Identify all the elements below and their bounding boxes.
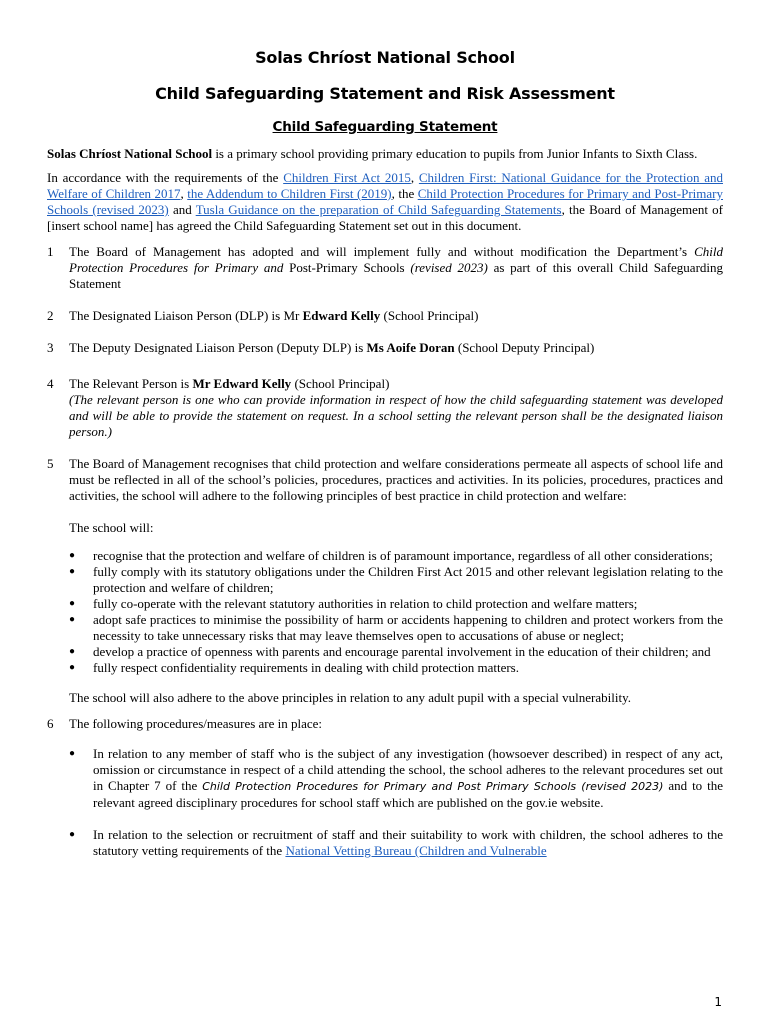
bullet-icon: ● xyxy=(69,829,76,840)
item-2-part-a: The Designated Liaison Person (DLP) is Mr xyxy=(69,308,303,323)
page-number: 1 xyxy=(714,995,722,1009)
item-1-part-d: (revised 2023) xyxy=(410,260,488,275)
item-2-part-b: (School Principal) xyxy=(380,308,479,323)
item-number: 6 xyxy=(47,716,54,731)
accordance-paragraph xyxy=(47,170,723,234)
measure-1-procedures-title: Child Protection Procedures for Primary and Post Primary Schools (revised 2023) xyxy=(202,780,664,793)
link-children-first-act[interactable]: Children First Act 2015 xyxy=(283,170,411,185)
document-title: Child Safeguarding Statement and Risk Assessment xyxy=(155,84,615,103)
link-tusla-guidance[interactable]: Tusla Guidance on the preparation of Child Safeguarding Statements xyxy=(195,202,562,217)
accordance-sep3: , the xyxy=(391,186,418,201)
bullet-icon: ● xyxy=(69,566,76,577)
list-item-5 xyxy=(47,456,723,706)
list-item-1 xyxy=(47,244,723,292)
item-1-text xyxy=(69,244,723,292)
item-number: 2 xyxy=(47,308,54,323)
item-4-part-a: The Relevant Person is xyxy=(69,376,193,391)
measure-1-part-a: In relation to any member of staff who is the subject of any investigation (howsoever described) in respect of any act, omission or circumstance in respect of a child attending the school, the school adheres to the relevant procedures set out in Chapter 7 of the xyxy=(93,746,723,793)
accordance-sep2: , xyxy=(180,186,188,201)
bullet-icon: ● xyxy=(69,646,76,657)
list-item xyxy=(47,548,723,564)
item-3-text xyxy=(69,340,723,356)
item-1-part-c: Post-Primary Schools xyxy=(283,260,411,275)
bullet-text: fully co-operate with the relevant statutory authorities in relation to child protection and welfare matters; xyxy=(93,596,638,611)
bullet-text: fully respect confidentiality requirements in dealing with child protection matters. xyxy=(93,660,519,675)
list-item xyxy=(47,564,723,596)
list-item xyxy=(47,612,723,644)
accordance-sep4: and xyxy=(168,202,196,217)
list-item xyxy=(47,660,723,676)
list-item-2 xyxy=(47,308,723,324)
accordance-suffix: , the Board of Management of [insert school name] has agreed the Child Safeguarding Statement set out in this document. xyxy=(47,202,723,233)
item-1-part-b: Child Protection Procedures for Primary and xyxy=(69,244,723,275)
list-item-4 xyxy=(47,376,723,440)
measure-1-part-b: and to the relevant agreed disciplinary procedures for school staff which are published on the gov.ie website. xyxy=(93,778,724,810)
relevant-person-name: Mr Edward Kelly xyxy=(192,376,292,391)
list-item xyxy=(47,596,723,612)
bullet-icon: ● xyxy=(69,662,76,673)
bullet-text: fully comply with its statutory obligations under the Children First Act 2015 and other relevant legislation relating to the protection and welfare of children; xyxy=(93,564,723,595)
item-number: 5 xyxy=(47,456,54,471)
accordance-prefix: In accordance with the requirements of the xyxy=(47,170,284,185)
bullet-text xyxy=(93,746,723,811)
deputy-dlp-name: Ms Aoife Doran xyxy=(366,340,455,355)
item-6-text: The following procedures/measures are in place: xyxy=(69,716,323,731)
principles-list xyxy=(47,548,723,676)
list-item-6 xyxy=(47,716,723,859)
bullet-text: recognise that the protection and welfare of children is of paramount importance, regardless of all other considerations; xyxy=(93,548,713,563)
item-3-part-b: (School Deputy Principal) xyxy=(454,340,595,355)
school-will-label: The school will: xyxy=(69,520,154,535)
bullet-text: develop a practice of openness with parents and encourage parental involvement in the education of their children; and xyxy=(93,644,711,659)
intro-text: is a primary school providing primary education to pupils from Junior Infants to Sixth Class. xyxy=(212,146,698,161)
measure-2-part-a: In relation to the selection or recruitment of staff and their suitability to work with children, the school adheres to the statutory vetting requirements of the xyxy=(93,827,723,858)
item-4-part-b: (School Principal) xyxy=(291,376,390,391)
bullet-icon: ● xyxy=(69,748,76,759)
link-national-guidance[interactable]: Children First: National Guidance for the Protection and Welfare of Children 2017 xyxy=(47,170,723,201)
bullet-icon: ● xyxy=(69,550,76,561)
section-heading: Child Safeguarding Statement xyxy=(272,119,498,135)
list-item xyxy=(47,644,723,660)
item-number: 1 xyxy=(47,244,54,259)
accordance-sep1: , xyxy=(410,170,419,185)
link-child-protection-procedures[interactable]: Child Protection Procedures for Primary and Post-Primary Schools (revised 2023) xyxy=(47,186,723,217)
intro-paragraph xyxy=(47,146,723,162)
item-5-text: The Board of Management recognises that child protection and welfare considerations permeate all aspects of school life and must be reflected in all of the school’s policies, procedures, practices and activities. In its policies, procedures, practices and activities, the school will adhere to the following principles of best practice in child protection and welfare: xyxy=(69,456,723,503)
bullet-icon: ● xyxy=(69,614,76,625)
relevant-person-note: (The relevant person is one who can provide information in respect of how the child safeguarding statement was developed and will be able to provide the statement on request. In a school setting the relevant person shall be the designated liaison person.) xyxy=(69,392,723,439)
item-number: 3 xyxy=(47,340,54,355)
list-item xyxy=(47,746,723,811)
measures-list xyxy=(47,746,723,859)
item-1-part-a: The Board of Management has adopted and will implement fully and without modification the Department’s xyxy=(69,244,695,259)
adult-pupil-note: The school will also adhere to the above principles in relation to any adult pupil with a special vulnerability. xyxy=(69,690,631,705)
link-national-vetting-bureau[interactable]: National Vetting Bureau (Children and Vulnerable xyxy=(285,843,547,858)
bullet-text xyxy=(93,827,723,859)
item-4-text xyxy=(69,376,723,440)
item-5-body xyxy=(69,456,723,706)
list-item-3 xyxy=(47,340,723,356)
item-6-body xyxy=(69,716,723,859)
link-addendum[interactable]: the Addendum to Children First (2019) xyxy=(187,186,392,201)
item-3-part-a: The Deputy Designated Liaison Person (Deputy DLP) is xyxy=(69,340,367,355)
school-title: Solas Chríost National School xyxy=(255,48,515,67)
item-1-part-e: as part of this overall Child Safeguarding Statement xyxy=(69,260,724,291)
bullet-text: adopt safe practices to minimise the possibility of harm or accidents happening to children and protect workers from the necessity to take unnecessary risks that may leave themselves open to accusations of abuse or neglect; xyxy=(93,612,723,643)
intro-school-name: Solas Chríost National School xyxy=(47,146,213,161)
bullet-icon: ● xyxy=(69,598,76,609)
document-page xyxy=(47,48,723,859)
item-2-text xyxy=(69,308,723,324)
item-number: 4 xyxy=(47,376,54,391)
dlp-name: Edward Kelly xyxy=(302,308,381,323)
list-item xyxy=(47,827,723,859)
